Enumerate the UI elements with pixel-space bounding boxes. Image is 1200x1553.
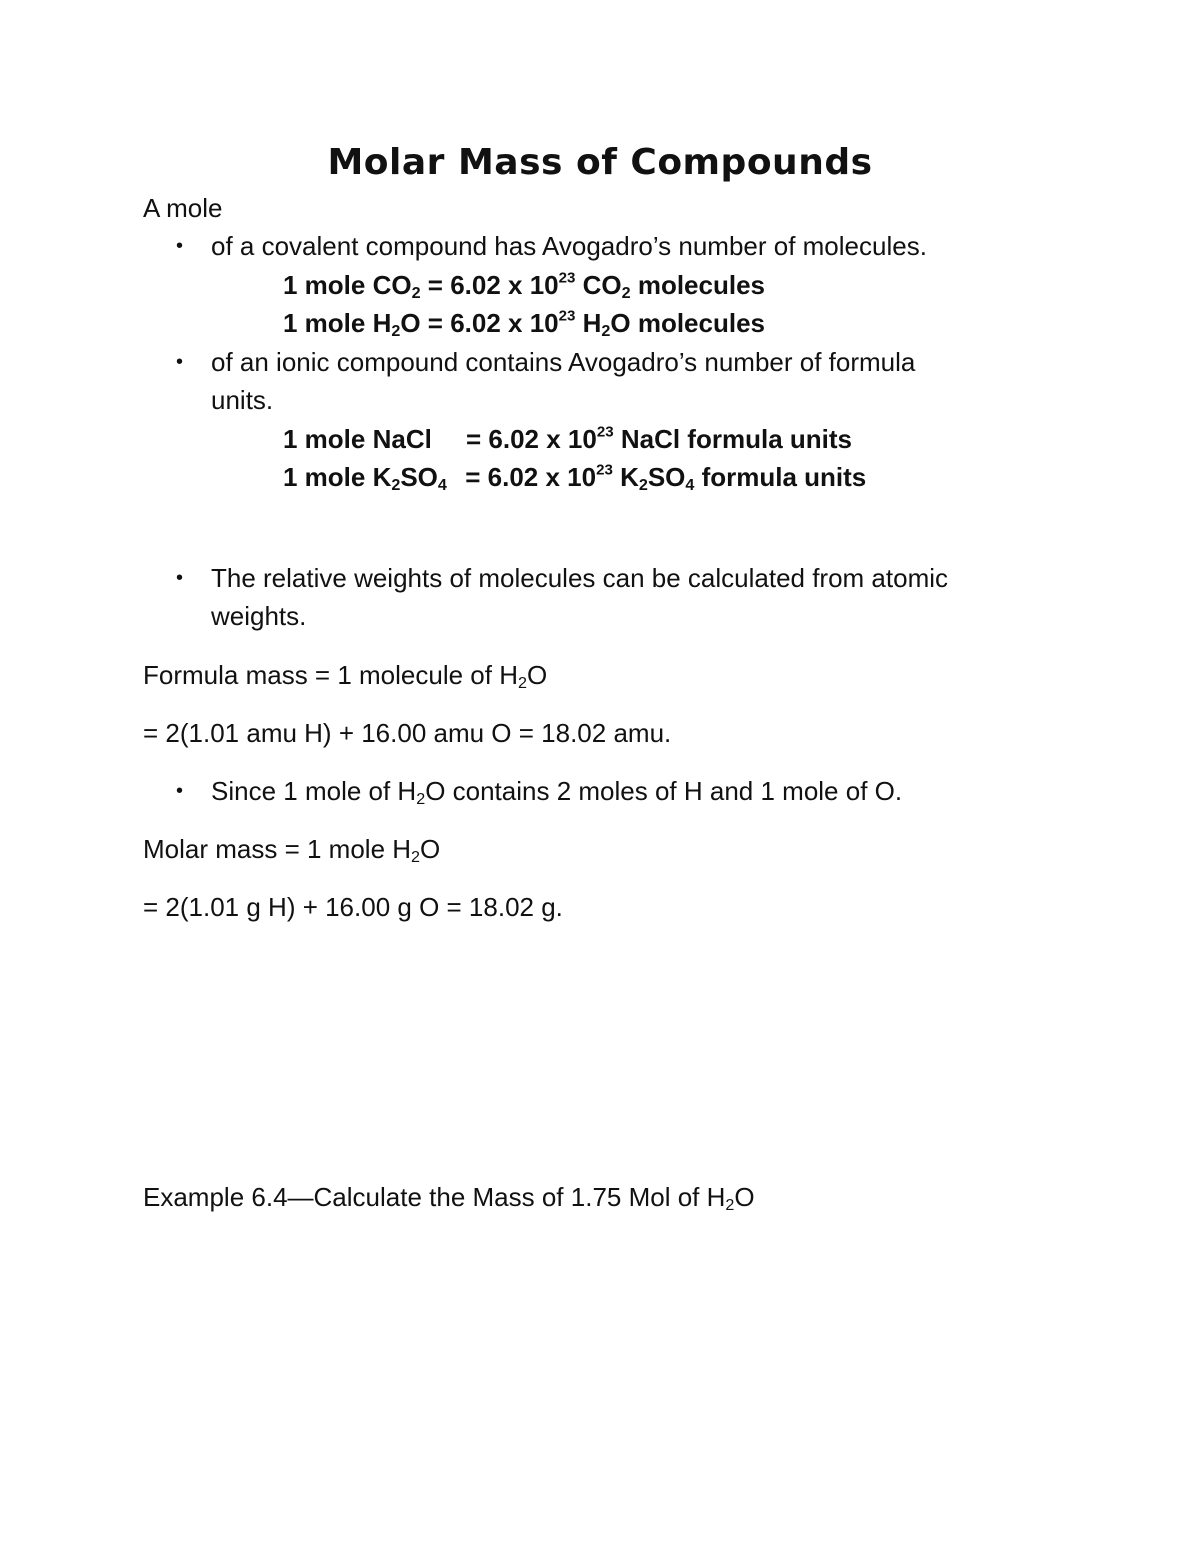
bullet-covalent: of a covalent compound has Avogadro’s number of molecules. xyxy=(211,231,927,261)
formula-mass-line: Formula mass = 1 molecule of $H_2O$ xyxy=(143,660,548,693)
equation-nacl: 1 mole NaCl = 6.02 x $10^{23}$ NaCl formula units xyxy=(283,423,852,454)
molar-mass-line: Molar mass = 1 mole $H_2O$ xyxy=(143,834,441,867)
bullet-marker: • xyxy=(176,780,184,802)
equation-k2so4: 1 mole $K_2SO_4 = 6.02$ x $10^{23}$ $K_2SO_4$ formula units xyxy=(283,461,867,495)
intro-text: A mole xyxy=(143,193,223,223)
bullet-relative-weights-line1: The relative weights of molecules can be calculated from atomic xyxy=(211,563,949,593)
bullet-marker: • xyxy=(176,235,184,257)
formula-mass-calculation: = 2(1.01 amu H) + 16.00 amu O = 18.02 amu. xyxy=(143,718,672,748)
bullet-ionic-line1: of an ionic compound contains Avogadro’s number of formula xyxy=(211,347,916,377)
equation-co2: 1 mole $CO_2 = 6.02$ x $10^{23}$ $CO_2$ molecules xyxy=(283,269,766,303)
bullet-marker: • xyxy=(176,351,184,373)
molar-mass-calculation: = 2(1.01 g H) + 16.00 g O = 18.02 g. xyxy=(143,892,563,922)
bullet-ionic-line2: units. xyxy=(211,385,274,415)
example-heading: Example 6.4—Calculate the Mass of 1.75 Mol of $H_2O$ xyxy=(143,1182,755,1215)
bullet-relative-weights-line2: weights. xyxy=(211,601,307,631)
page-title: Molar Mass of Compounds xyxy=(327,142,873,183)
bullet-since: Since 1 mole of $H_2O$ contains 2 moles of H and 1 mole of O. xyxy=(211,776,903,809)
equation-h2o: 1 mole $H_2O = 6.02$ x $10^{23}$ $H_2O$ molecules xyxy=(283,307,766,341)
bullet-marker: • xyxy=(176,567,184,589)
